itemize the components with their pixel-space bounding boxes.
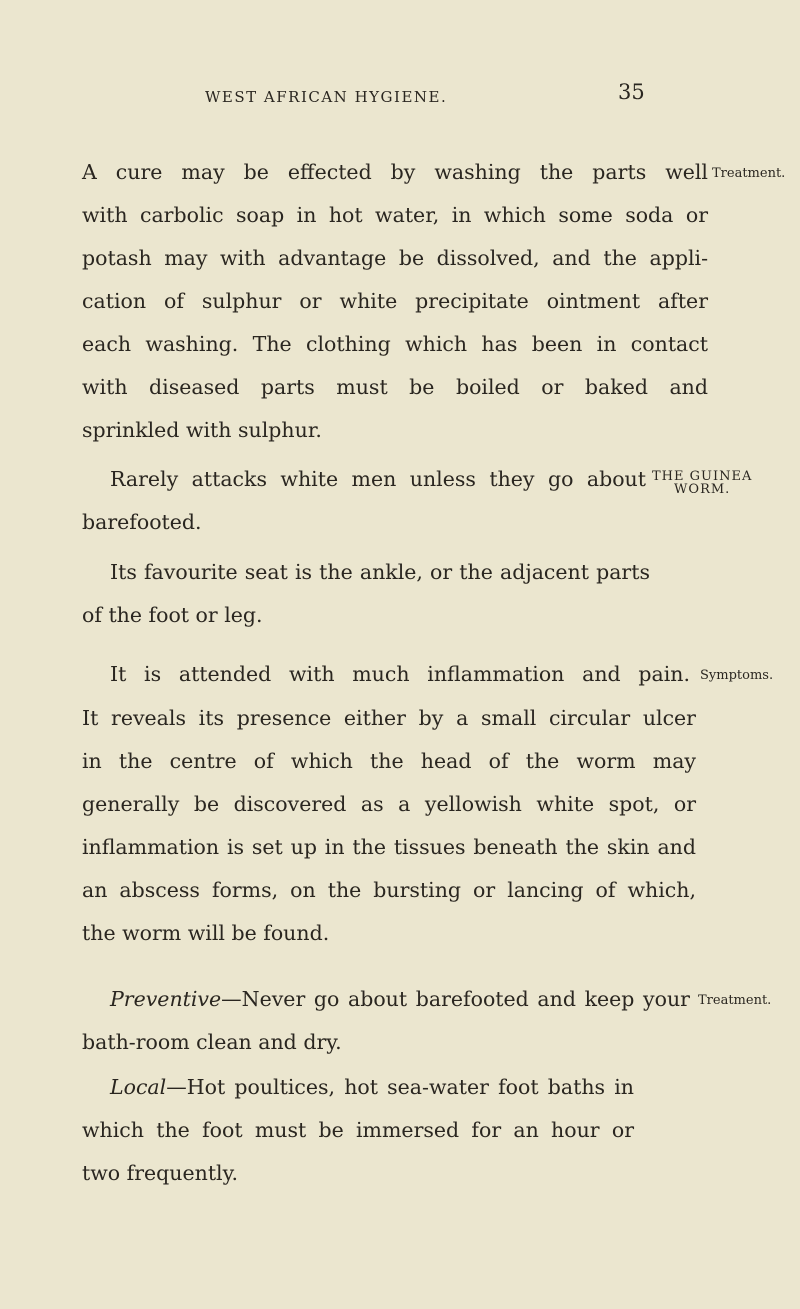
preventive-label: Preventive <box>110 987 222 1011</box>
text-line: two frequently. <box>82 1161 238 1185</box>
text-line: which the foot must be immersed for an hour or <box>82 1118 634 1142</box>
margin-note-symptoms: Symptoms. <box>700 668 774 683</box>
local-label: Local <box>110 1075 167 1099</box>
text-line: each washing. The clothing which has been in contact <box>82 332 708 356</box>
text-line: an abscess forms, on the bursting or lancing of which, <box>82 878 696 902</box>
local-line <box>110 1075 634 1099</box>
margin-note-treatment: Treatment. <box>698 993 772 1008</box>
margin-note-treatment: Treatment. <box>712 166 786 181</box>
margin-note-guinea-worm-line1: THE GUINEA <box>652 469 753 484</box>
text-line: of the foot or leg. <box>82 603 263 627</box>
text-line: sprinkled with sulphur. <box>82 418 322 442</box>
text-line: with carbolic soap in hot water, in which some soda or <box>82 203 708 227</box>
text-line: potash may with advantage be dissolved, and the appli- <box>82 246 708 270</box>
local-text: —Hot poultices, hot sea-water foot baths in <box>166 1075 634 1099</box>
text-line: barefooted. <box>82 510 202 534</box>
preventive-text: —Never go about barefooted and keep your <box>221 987 690 1011</box>
text-line: cation of sulphur or white precipitate ointment after <box>82 289 708 313</box>
text-line: with diseased parts must be boiled or baked and <box>82 375 708 399</box>
text-line: bath-room clean and dry. <box>82 1030 342 1054</box>
text-line: It is attended with much inflammation and pain. <box>110 662 690 686</box>
text-line: in the centre of which the head of the worm may <box>82 749 696 773</box>
text-line: A cure may be effected by washing the parts well <box>82 160 708 184</box>
text-line: Rarely attacks white men unless they go about <box>110 467 646 491</box>
text-line: Its favourite seat is the ankle, or the adjacent parts <box>110 560 650 584</box>
margin-note-guinea-worm-line2: WORM. <box>674 482 731 497</box>
text-line: It reveals its presence either by a small circular ulcer <box>82 706 696 730</box>
text-line: generally be discovered as a yellowish white spot, or <box>82 792 696 816</box>
margin-note-guinea-worm <box>652 470 752 496</box>
page-number: 35 <box>618 80 645 104</box>
text-line: the worm will be found. <box>82 921 330 945</box>
text-line: inflammation is set up in the tissues beneath the skin and <box>82 835 696 859</box>
preventive-line <box>110 987 690 1011</box>
running-title: WEST AFRICAN HYGIENE. <box>205 88 448 106</box>
